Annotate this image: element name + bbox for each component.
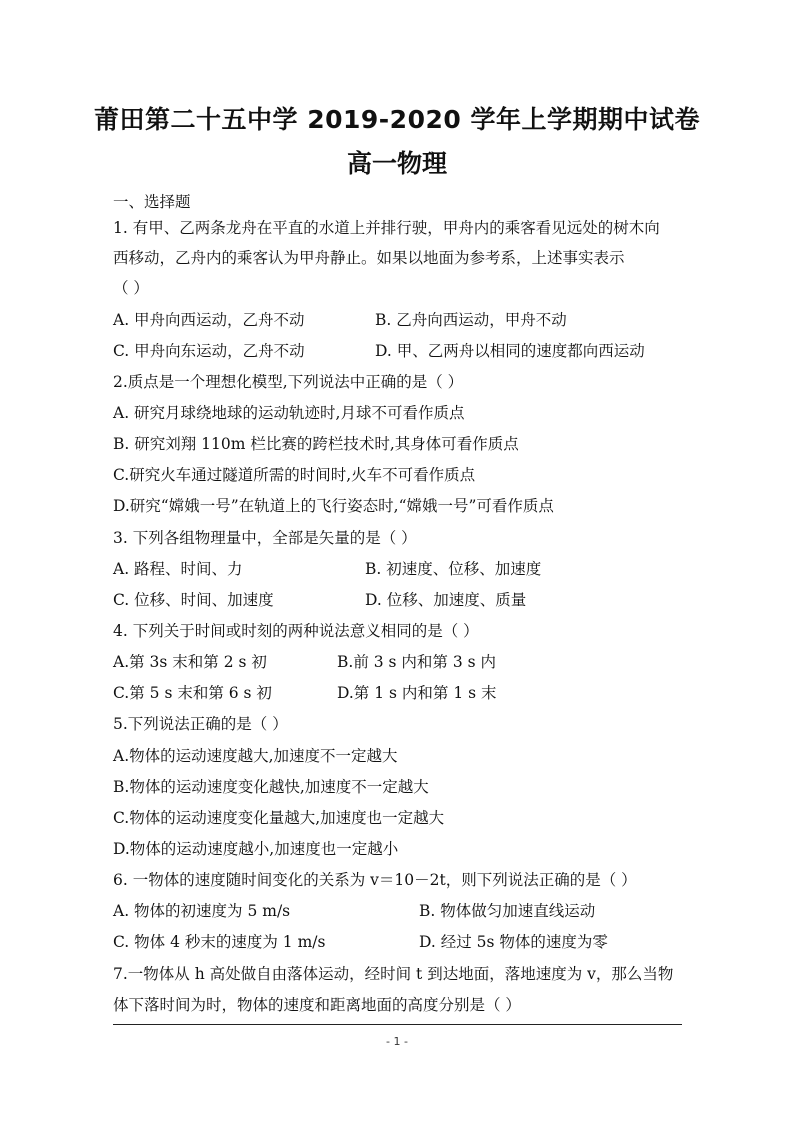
q2-option-d: D.研究“嫦娥一号”在轨道上的飞行姿态时,“嫦娥一号”可看作质点: [113, 497, 554, 515]
q1-stem-line3: （ ）: [113, 279, 149, 297]
q5-stem: 5.下列说法正确的是（ ）: [113, 715, 288, 733]
exam-subject: 高一物理: [346, 149, 447, 178]
q4-option-c: C.第 5 s 末和第 6 s 初: [113, 684, 272, 702]
q1-option-c: C. 甲舟向东运动，乙舟不动: [113, 342, 305, 360]
q6-option-a: A. 物体的初速度为 5 m/s: [113, 902, 291, 920]
exam-title: 莆田第二十五中学 2019-2020 学年上学期期中试卷: [94, 105, 700, 134]
q7-stem-line1: 7.一物体从 h 高处做自由落体运动，经时间 t 到达地面，落地速度为 v，那么当物: [113, 965, 674, 983]
q4-option-a: A.第 3s 末和第 2 s 初: [113, 653, 267, 671]
q2-option-b: B. 研究刘翔 110m 栏比赛的跨栏技术时,其身体可看作质点: [113, 435, 519, 453]
q2-option-a: A. 研究月球绕地球的运动轨迹时,月球不可看作质点: [113, 404, 465, 422]
q3-option-d: D. 位移、加速度、质量: [365, 591, 527, 609]
q1-option-a: A. 甲舟向西运动，乙舟不动: [113, 311, 305, 329]
q6-option-c: C. 物体 4 秒末的速度为 1 m/s: [113, 933, 326, 951]
q2-option-c: C.研究火车通过隧道所需的时间时,火车不可看作质点: [113, 466, 476, 484]
q3-stem: 3. 下列各组物理量中，全部是矢量的是（ ）: [113, 529, 417, 547]
q4-option-b: B.前 3 s 内和第 3 s 内: [337, 653, 497, 671]
q5-option-a: A.物体的运动速度越大,加速度不一定越大: [113, 747, 398, 765]
page-number: - 1 -: [386, 1035, 408, 1048]
q1-option-b: B. 乙舟向西运动，甲舟不动: [375, 311, 567, 329]
q3-option-a: A. 路程、时间、力: [113, 560, 243, 578]
q3-option-c: C. 位移、时间、加速度: [113, 591, 274, 609]
q4-option-d: D.第 1 s 内和第 1 s 末: [337, 684, 497, 702]
q6-option-b: B. 物体做匀加速直线运动: [419, 902, 596, 920]
q4-stem: 4. 下列关于时间或时刻的两种说法意义相同的是（ ）: [113, 622, 479, 640]
q7-stem-line2: 体下落时间为时，物体的速度和距离地面的高度分别是（ ）: [113, 996, 521, 1014]
q6-stem: 6. 一物体的速度随时间变化的关系为 v＝10－2t，则下列说法正确的是（ ）: [113, 871, 637, 889]
q2-stem: 2.质点是一个理想化模型,下列说法中正确的是（ ）: [113, 373, 464, 391]
q1-option-d: D. 甲、乙两舟以相同的速度都向西运动: [375, 342, 645, 360]
q1-stem-line1: 1. 有甲、乙两条龙舟在平直的水道上并排行驶，甲舟内的乘客看见远处的树木向: [113, 219, 660, 237]
q6-option-d: D. 经过 5s 物体的速度为零: [419, 933, 608, 951]
q5-option-c: C.物体的运动速度变化量越大,加速度也一定越大: [113, 809, 445, 827]
footer-divider: [113, 1024, 682, 1025]
section-heading: 一、选择题: [113, 193, 191, 211]
q5-option-d: D.物体的运动速度越小,加速度也一定越小: [113, 840, 399, 858]
q3-option-b: B. 初速度、位移、加速度: [365, 560, 542, 578]
q5-option-b: B.物体的运动速度变化越快,加速度不一定越大: [113, 778, 429, 796]
q1-stem-line2: 西移动，乙舟内的乘客认为甲舟静止。如果以地面为参考系，上述事实表示: [113, 249, 625, 267]
